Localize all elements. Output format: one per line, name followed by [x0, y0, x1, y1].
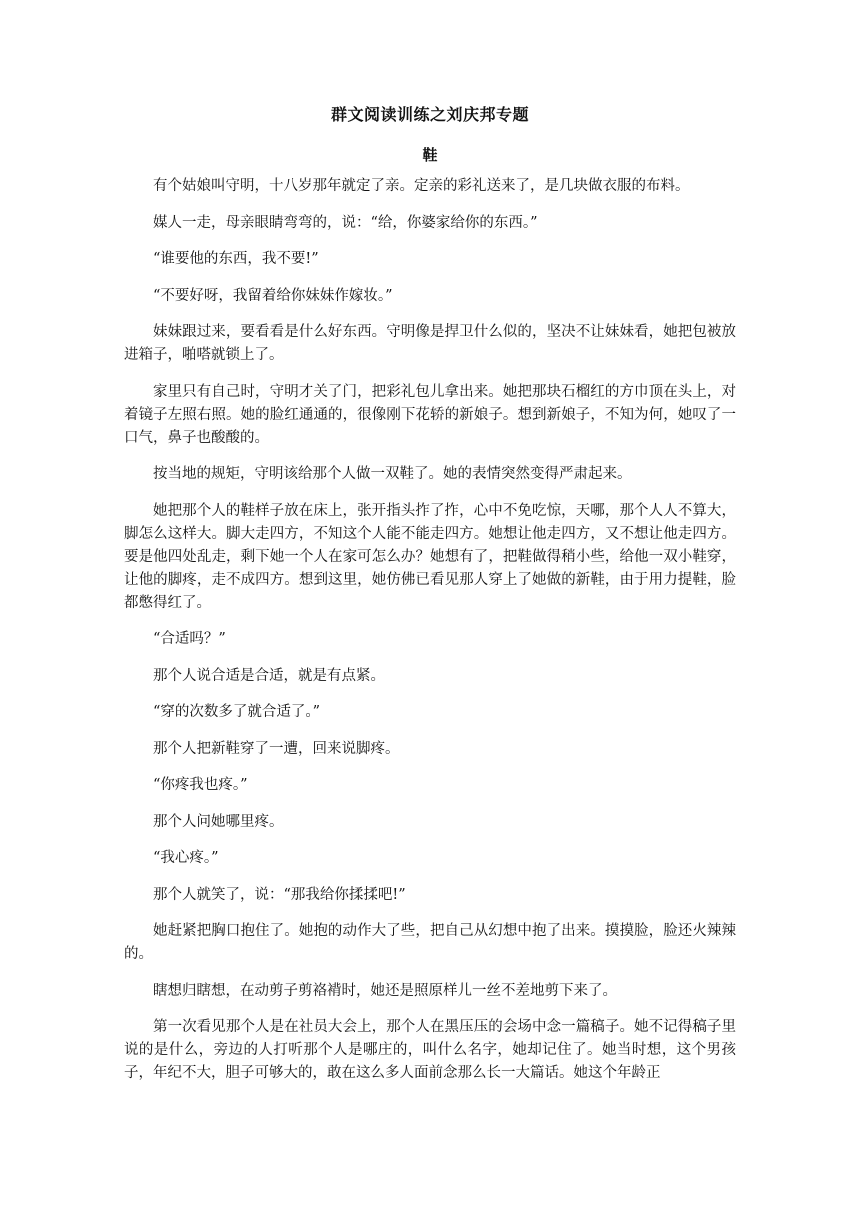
paragraph: 有个姑娘叫守明，十八岁那年就定了亲。定亲的彩礼送来了，是几块做衣服的布料。	[153, 178, 690, 194]
paragraph: 那个人把新鞋穿了一遭，回来说脚疼。	[153, 740, 400, 757]
paragraph: 她把那个人的鞋样子放在床上，张开指头拃了拃，心中不免吃惊，天哪，那个人人不算大，脚怎么这样大。脚大走四方，不知这个人能不能走四方。她想让他走四方，又不想让他走四方。要是他四处乱走，剩下她一个人在家可怎么办？她想有了，把鞋做得稍小些，给他一双小鞋穿，让他的脚疼，走不成四方。想到这里，她仿佛已看见那人穿上了她做的新鞋，由于用力提鞋，脸都憋得红了。	[124, 502, 736, 611]
paragraph: “不要好呀，我留着给你妹妹作嫁妆。”	[153, 287, 393, 304]
article-body	[124, 175, 736, 1099]
paragraph: 她赶紧把胸口抱住了。她抱的动作大了些，把自己从幻想中抱了出来。摸摸脸，脸还火辣辣的。	[124, 923, 736, 962]
paragraph: 那个人问她哪里疼。	[153, 813, 284, 830]
paragraph: 那个人就笑了，说：“那我给你揉揉吧!”	[153, 886, 406, 903]
paragraph: 家里只有自己时，守明才关了门，把彩礼包儿拿出来。她把那块石榴红的方巾顶在头上，对着镜子左照右照。她的脸红通通的，很像刚下花轿的新娘子。想到新娘子，不知为何，她叹了一口气，鼻子也酸酸的。	[124, 383, 736, 446]
paragraph: “你疼我也疼。”	[153, 777, 248, 793]
paragraph: “我心疼。”	[153, 850, 219, 866]
paragraph: 那个人说合适是合适，就是有点紧。	[153, 667, 385, 684]
paragraph: 媒人一走，母亲眼睛弯弯的，说：“给，你婆家给你的东西。”	[153, 214, 538, 231]
paragraph: “谁要他的东西，我不要!”	[153, 251, 319, 267]
paragraph: 第一次看见那个人是在社员大会上，那个人在黑压压的会场中念一篇稿子。她不记得稿子里说的是什么，旁边的人打听那个人是哪庄的，叫什么名字，她却记住了。她当时想，这个男孩子，年纪不大，胆子可够大的，敢在这么多人面前念那么长一大篇话。她这个年龄正	[124, 1019, 736, 1081]
paragraph: 按当地的规矩，守明该给那个人做一双鞋了。她的表情突然变得严肃起来。	[153, 466, 632, 482]
paragraph: “穿的次数多了就合适了。”	[153, 704, 321, 720]
paragraph: 妹妹跟过来，要看看是什么好东西。守明像是捍卫什么似的，坚决不让妹妹看，她把包被放进箱子，啪嗒就锁上了。	[124, 324, 736, 363]
paragraph: 瞎想归瞎想，在动剪子剪袼褙时，她还是照原样儿一丝不差地剪下来了。	[153, 982, 617, 999]
document-title: 群文阅读训练之刘庆邦专题	[330, 105, 529, 124]
article-title: 鞋	[422, 146, 438, 164]
paragraph: “合适吗？”	[153, 631, 226, 647]
